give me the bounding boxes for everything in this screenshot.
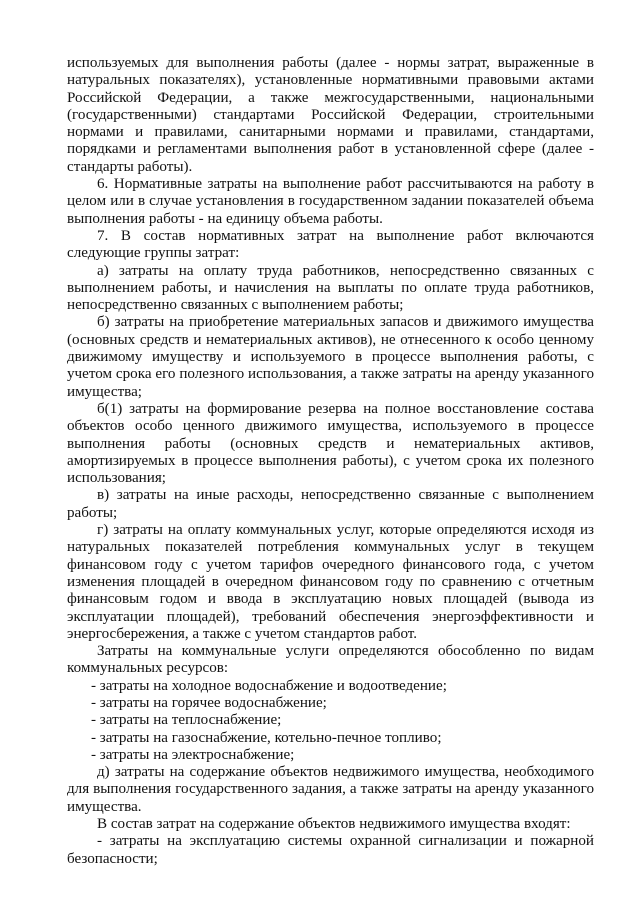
item-a: а) затраты на оплату труда работников, непосредственно связанных с выполнением работы, и начисления на выплаты по оплате труда работников, непосредственно связанных с выполнением работы; [67,262,594,314]
paragraph-norms-continuation: используемых для выполнения работы (далее - нормы затрат, выраженные в натуральных показателях), установленные нормативными правовыми актами Российской Федерации, а также межгосударственными, национальными (государственными) стандартами Российской Федерации, строительными нормами и правилами, санитарными нормами и правилами, стандартами, порядками и регламентами выполнения работ в установленной сфере (далее - стандарты работы). [67,55,594,175]
utility-item-hot-water: - затраты на горячее водоснабжение; [91,694,327,711]
utility-item-water: - затраты на холодное водоснабжение и водоотведение; [91,677,447,694]
item-v: в) затраты на иные расходы, непосредственно связанные с выполнением работы; [67,487,594,521]
item-b1: б(1) затраты на формирование резерва на полное восстановление состава объектов особо ценного движимого имущества, используемого в процессе выполнения работы (основных средств и нематериальных активов, амортизируемых в процессе выполнения работы), с учетом срока их полезного использования; [67,400,594,487]
utility-item-heat: - затраты на теплоснабжение; [91,712,282,729]
item-d: д) затраты на содержание объектов недвижимого имущества, необходимого для выполнения государственного задания, а также затраты на аренду указанного имущества. [67,764,594,815]
utility-item-electricity: - затраты на электроснабжение; [91,746,295,763]
paragraph-7: 7. В состав нормативных затрат на выполнение работ включаются следующие группы затрат: [67,227,594,262]
document-page [67,55,594,868]
utility-item-gas: - затраты на газоснабжение, котельно-печное топливо; [91,729,442,746]
real-estate-intro: В состав затрат на содержание объектов недвижимого имущества входят: [97,816,571,833]
item-b: б) затраты на приобретение материальных запасов и движимого имущества (основных средств и нематериальных активов), не отнесенного к особо ценному движимому имуществу и используемого в процессе выполнения работы, с учетом срока его полезного использования, а также затраты на аренду указанного имущества; [67,314,594,400]
item-g: г) затраты на оплату коммунальных услуг, которые определяются исходя из натуральных показателей потребления коммунальных услуг в текущем финансовом году с учетом тарифов очередного финансового года, с учетом изменения площадей в очередном финансовом году по сравнению с отчетным финансовым годом и ввода в эксплуатацию новых площадей (вывода из эксплуатации площадей), требований обеспечения энергоэффективности и энергосбережения, а также с учетом стандартов работ. [67,522,594,642]
utilities-intro: Затраты на коммунальные услуги определяются обособленно по видам коммунальных ресурсов: [67,643,594,677]
real-estate-item-security: - затраты на эксплуатацию системы охранной сигнализации и пожарной безопасности; [67,833,594,867]
paragraph-6: 6. Нормативные затраты на выполнение работ рассчитываются на работу в целом или в случае установления в государственном задании показателей объема выполнения работы - на единицу объема работы. [67,176,594,227]
